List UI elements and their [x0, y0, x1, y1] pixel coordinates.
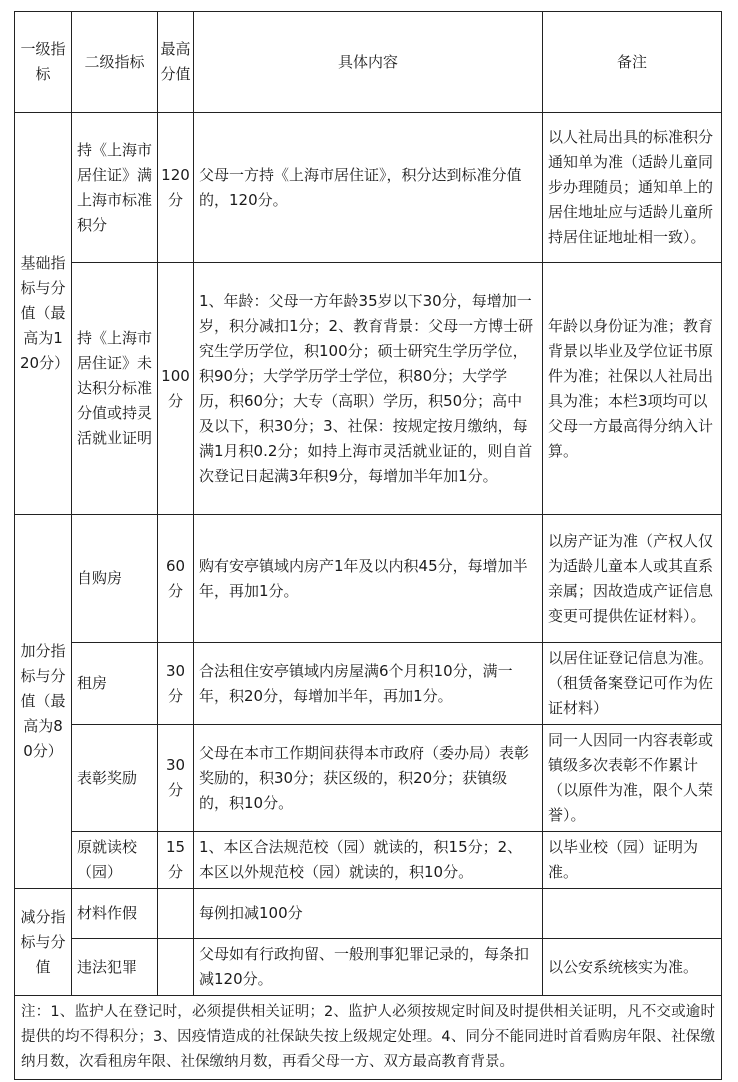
sub-indicator: 原就读校（园） [72, 832, 158, 889]
table-row [15, 725, 722, 832]
table-row [15, 643, 722, 725]
header-row [15, 12, 722, 113]
footnote: 注：1、监护人在登记时，必须提供相关证明；2、监护人必须按规定时间及时提供相关证明，凡不交或逾时提供的均不得积分；3、因疫情造成的社保缺失按上级规定处理。4、同分不能同进时首看购房年限、社保缴纳月数，次看租房年限、社保缴纳月数，再看父母一方、双方最高教育背景。 [15, 996, 722, 1080]
header-content: 具体内容 [194, 12, 543, 113]
footnote-row [15, 996, 722, 1080]
content-cell: 1、年龄：父母一方年龄35岁以下30分，每增加一岁，积分减扣1分；2、教育背景：父母一方博士研究生学历学位，积100分；硕士研究生学历学位，积90分；大学学历学士学位，积80分；大学学历，积60分；大专（高职）学历，积50分；高中及以下，积30分；3、社保：按规定按月缴纳，每满1月积0.2分；如持上海市灵活就业证的，则自首次登记日起满3年积9分，每增加半年加1分。 [194, 263, 543, 515]
remark-cell [543, 889, 722, 939]
sub-indicator: 持《上海市居住证》未达积分标准分值或持灵活就业证明 [72, 263, 158, 515]
sub-indicator: 违法犯罪 [72, 939, 158, 996]
points-table [14, 11, 722, 1080]
header-max-score: 最高分值 [158, 12, 194, 113]
max-score [158, 889, 194, 939]
content-cell: 1、本区合法规范校（园）就读的，积15分；2、本区以外规范校（园）就读的，积10分。 [194, 832, 543, 889]
remark-cell: 年龄以身份证为准；教育背景以毕业及学位证书原件为准；社保以人社局出具为准；本栏3项均可以父母一方最高得分纳入计算。 [543, 263, 722, 515]
table-row [15, 263, 722, 515]
max-score: 60分 [158, 515, 194, 643]
sub-indicator: 租房 [72, 643, 158, 725]
header-level1: 一级指标 [15, 12, 72, 113]
max-score [158, 939, 194, 996]
category-deduct: 减分指标与分值 [15, 889, 72, 996]
max-score: 120分 [158, 113, 194, 263]
remark-cell: 以毕业校（园）证明为准。 [543, 832, 722, 889]
sub-indicator: 材料作假 [72, 889, 158, 939]
max-score: 15分 [158, 832, 194, 889]
content-cell: 购有安亭镇域内房产1年及以内积45分，每增加半年，再加1分。 [194, 515, 543, 643]
sub-indicator: 持《上海市居住证》满上海市标准积分 [72, 113, 158, 263]
content-cell: 合法租住安亭镇域内房屋满6个月积10分，满一年，积20分，每增加半年，再加1分。 [194, 643, 543, 725]
remark-cell: 同一人因同一内容表彰或镇级多次表彰不作累计（以原件为准，限个人荣誉）。 [543, 725, 722, 832]
max-score: 100分 [158, 263, 194, 515]
sub-indicator: 自购房 [72, 515, 158, 643]
header-level2: 二级指标 [72, 12, 158, 113]
table-row [15, 832, 722, 889]
max-score: 30分 [158, 643, 194, 725]
table-row [15, 515, 722, 643]
content-cell: 父母一方持《上海市居住证》，积分达到标准分值的，120分。 [194, 113, 543, 263]
remark-cell: 以人社局出具的标准积分通知单为准（适龄儿童同步办理随员；通知单上的居住地址应与适龄儿童所持居住证地址相一致）。 [543, 113, 722, 263]
content-cell: 父母如有行政拘留、一般刑事犯罪记录的，每条扣减120分。 [194, 939, 543, 996]
max-score: 30分 [158, 725, 194, 832]
category-bonus: 加分指标与分值（最高为80分） [15, 515, 72, 889]
category-basic: 基础指标与分值（最高为120分） [15, 113, 72, 515]
table-row [15, 939, 722, 996]
table-row [15, 113, 722, 263]
remark-cell: 以公安系统核实为准。 [543, 939, 722, 996]
table-row [15, 889, 722, 939]
content-cell: 父母在本市工作期间获得本市政府（委办局）表彰奖励的，积30分；获区级的，积20分；获镇级的，积10分。 [194, 725, 543, 832]
points-table-container [14, 11, 721, 1080]
sub-indicator: 表彰奖励 [72, 725, 158, 832]
content-cell: 每例扣减100分 [194, 889, 543, 939]
remark-cell: 以居住证登记信息为准。（租赁备案登记可作为佐证材料） [543, 643, 722, 725]
header-remarks: 备注 [543, 12, 722, 113]
remark-cell: 以房产证为准（产权人仅为适龄儿童本人或其直系亲属；因故造成产证信息变更可提供佐证材料）。 [543, 515, 722, 643]
